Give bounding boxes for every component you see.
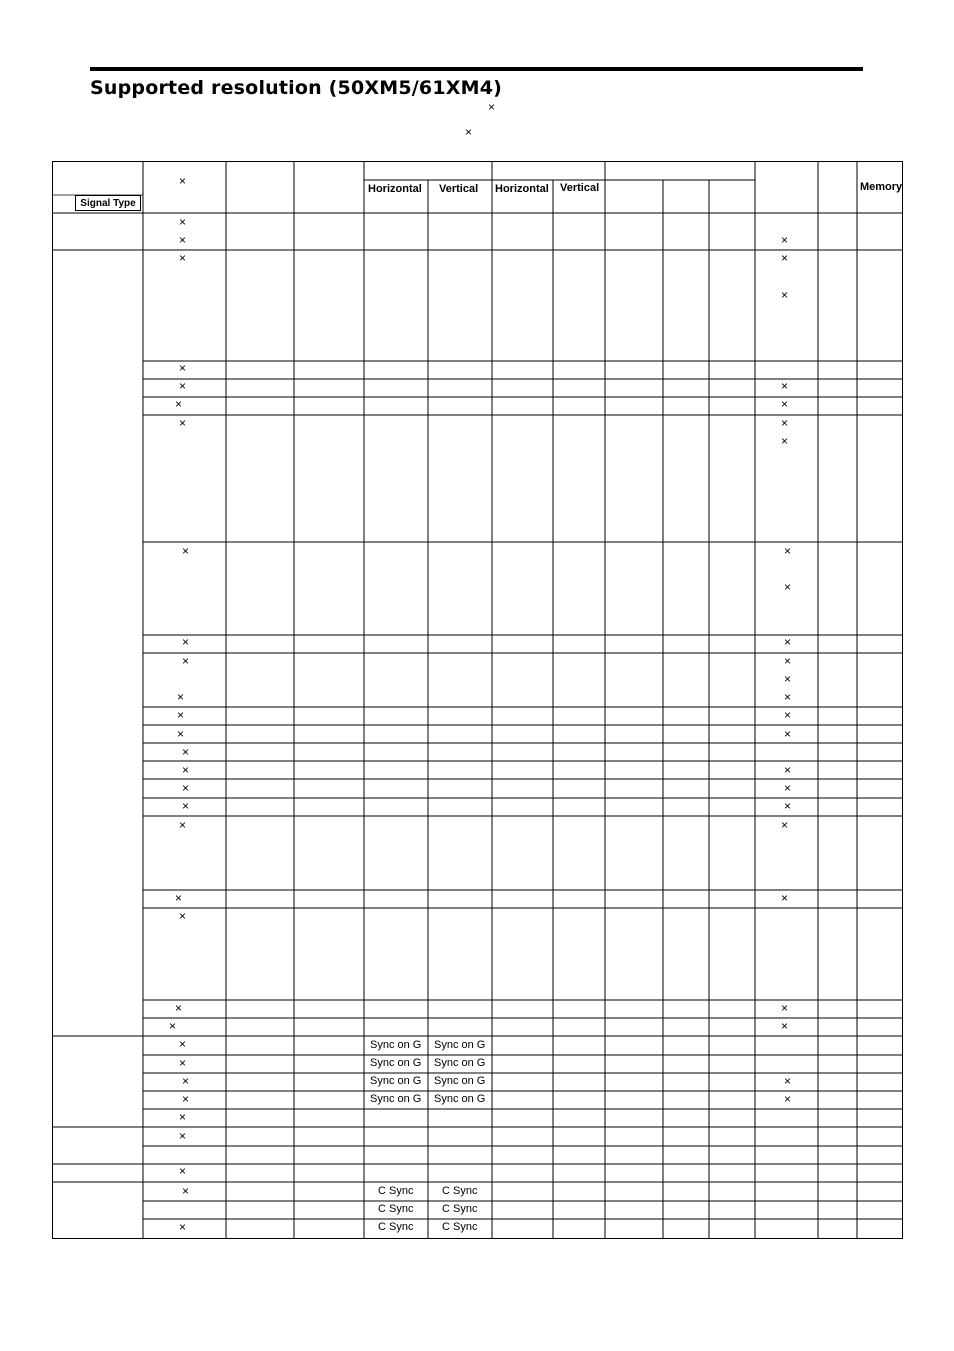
cross-mark: × (179, 1110, 187, 1124)
cross-mark: × (179, 233, 187, 247)
page-title: Supported resolution (50XM5/61XM4) (90, 77, 503, 99)
header-horizontal-2: Horizontal (495, 183, 549, 195)
cross-mark: × (179, 361, 187, 375)
cross-mark: × (179, 251, 187, 265)
signal-type-header: Signal Type (75, 195, 141, 211)
cross-mark: × (179, 215, 187, 229)
cross-mark: × (177, 727, 185, 741)
cross-mark: × (784, 781, 792, 795)
c-sync-label: C Sync (378, 1203, 414, 1215)
cross-mark: × (784, 1074, 792, 1088)
header-memory: Memory (860, 181, 903, 193)
cross-mark: × (179, 1129, 187, 1143)
cross-mark: × (179, 818, 187, 832)
cross-mark: × (182, 745, 190, 759)
header-vertical-1: Vertical (439, 183, 479, 195)
resolution-table (52, 161, 903, 1239)
cross-mark: × (781, 251, 789, 265)
cross-mark: × (177, 708, 185, 722)
cross-mark: × (179, 1037, 187, 1051)
cross-mark: × (182, 781, 190, 795)
cross-mark: × (781, 397, 789, 411)
cross-mark: × (182, 763, 190, 777)
cross-mark: × (182, 1184, 190, 1198)
cross-mark: × (784, 654, 792, 668)
c-sync-label: C Sync (378, 1221, 414, 1233)
c-sync-label: C Sync (442, 1185, 478, 1197)
cross-mark: × (175, 1001, 183, 1015)
cross-mark: × (784, 672, 792, 686)
cross-mark: × (182, 635, 190, 649)
cross-mark: × (179, 1056, 187, 1070)
cross-mark: × (179, 379, 187, 393)
sync-on-g-label: Sync on G (434, 1093, 486, 1105)
cross-mark: × (781, 891, 789, 905)
cross-mark: × (781, 416, 789, 430)
header-horizontal-1: Horizontal (368, 183, 422, 195)
cross-mark: × (175, 891, 183, 905)
cross-mark: × (781, 288, 789, 302)
note-mark-1: × (488, 100, 496, 114)
cross-mark: × (182, 654, 190, 668)
cross-mark: × (784, 580, 792, 594)
cross-mark: × (784, 763, 792, 777)
cross-mark: × (182, 544, 190, 558)
header-vertical-2: Vertical (560, 182, 600, 194)
sync-on-g-label: Sync on G (434, 1039, 486, 1051)
cross-mark: × (781, 379, 789, 393)
cross-mark: × (784, 544, 792, 558)
top-rule (90, 67, 863, 71)
cross-mark: × (179, 1220, 187, 1234)
c-sync-label: C Sync (378, 1185, 414, 1197)
cross-mark: × (179, 909, 187, 923)
cross-mark: × (784, 727, 792, 741)
cross-mark: × (177, 690, 185, 704)
c-sync-label: C Sync (442, 1203, 478, 1215)
c-sync-label: C Sync (442, 1221, 478, 1233)
cross-mark: × (781, 434, 789, 448)
cross-mark: × (179, 416, 187, 430)
cross-mark: × (179, 1164, 187, 1178)
cross-mark: × (169, 1019, 177, 1033)
cross-mark: × (781, 1019, 789, 1033)
cross-mark: × (784, 690, 792, 704)
cross-mark: × (182, 1092, 190, 1106)
sync-on-g-label: Sync on G (434, 1057, 486, 1069)
cross-mark: × (781, 1001, 789, 1015)
cross-mark: × (175, 397, 183, 411)
cross-mark: × (781, 818, 789, 832)
sync-on-g-label: Sync on G (370, 1057, 422, 1069)
sync-on-g-label: Sync on G (370, 1093, 422, 1105)
cross-mark: × (781, 233, 789, 247)
cross-mark: × (784, 635, 792, 649)
note-mark-2: × (465, 125, 473, 139)
sync-on-g-label: Sync on G (370, 1039, 422, 1051)
cross-mark: × (182, 1074, 190, 1088)
cross-mark: × (784, 708, 792, 722)
cross-mark: × (182, 799, 190, 813)
cross-mark: × (179, 174, 187, 188)
sync-on-g-label: Sync on G (434, 1075, 486, 1087)
sync-on-g-label: Sync on G (370, 1075, 422, 1087)
cross-mark: × (784, 799, 792, 813)
cross-mark: × (784, 1092, 792, 1106)
